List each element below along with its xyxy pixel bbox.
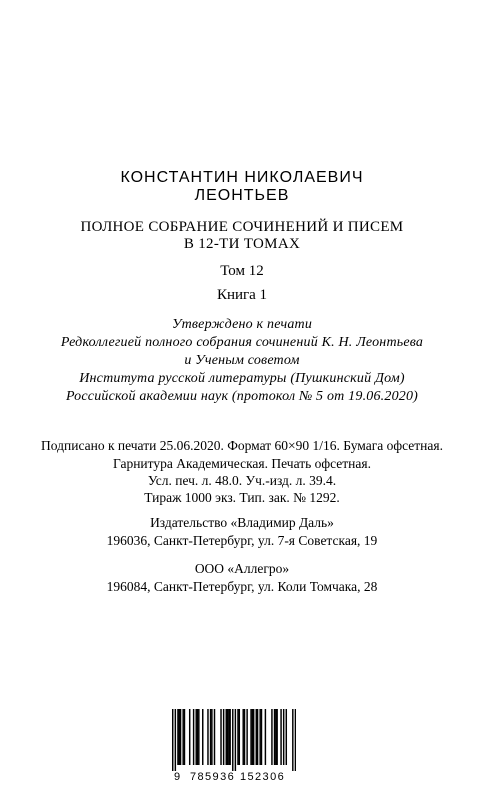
- barcode-bar: [220, 709, 221, 765]
- barcode-bar: [235, 709, 236, 771]
- barcode-bar: [195, 709, 196, 765]
- volume-number: Том 12: [220, 263, 264, 279]
- barcode-bar: [193, 709, 194, 765]
- publisher-name: Издательство «Владимир Даль»: [150, 515, 334, 530]
- barcode-bar: [295, 709, 296, 771]
- isbn-group-right: 152306: [240, 771, 286, 783]
- imprint-line: Усл. печ. л. 48.0. Уч.-изд. л. 39.4.: [147, 473, 337, 488]
- barcode-bar: [274, 709, 275, 765]
- barcode-bar: [239, 709, 240, 765]
- barcode-bar: [261, 709, 262, 765]
- edition-subtitle: В 12-ТИ ТОМАХ: [183, 236, 301, 252]
- barcode-bar: [202, 709, 203, 765]
- barcode-bar: [265, 709, 266, 765]
- approval-line: и Ученым советом: [184, 353, 300, 368]
- approval-line: Утверждено к печати: [171, 317, 313, 332]
- publisher-address: 196036, Санкт-Петербург, ул. 7-я Советская, 19: [106, 533, 378, 548]
- barcode-bar: [210, 709, 211, 765]
- barcode-bar: [232, 709, 233, 771]
- barcode-bar: [182, 709, 183, 765]
- barcode-bar: [228, 709, 229, 765]
- barcode-bar: [292, 709, 293, 771]
- barcode-bar: [283, 709, 284, 765]
- approval-line: Редколлегией полного собрания сочинений К. Н. Леонтьева: [60, 335, 424, 350]
- barcode-bar: [276, 709, 277, 765]
- barcode-bar: [214, 709, 215, 765]
- barcode-bar: [280, 709, 281, 765]
- author-first-name: КОНСТАНТИН НИКОЛАЕВИЧ: [120, 169, 364, 186]
- barcode-bar: [286, 709, 287, 765]
- barcode-bar: [226, 709, 227, 765]
- imprint-line: Гарнитура Академическая. Печать офсетная.: [112, 456, 371, 471]
- barcode-bar: [244, 709, 245, 765]
- barcode-bar: [207, 709, 208, 765]
- imprint-line: Подписано к печати 25.06.2020. Формат 60×90 1/16. Бумага офсетная.: [41, 438, 443, 453]
- barcode-bar: [242, 709, 243, 765]
- barcode-bar: [211, 709, 212, 765]
- barcode-bar: [237, 709, 238, 765]
- barcode-bar: [246, 709, 247, 765]
- barcode-bar: [198, 709, 199, 765]
- barcode-bar: [256, 709, 257, 765]
- imprint-line: Тираж 1000 экз. Тип. зак. № 1292.: [144, 490, 340, 505]
- barcode-bar: [172, 709, 173, 771]
- barcode-bar: [275, 709, 276, 765]
- isbn-lead-digit: 9: [174, 771, 181, 783]
- author-last-name: ЛЕОНТЬЕВ: [194, 187, 290, 204]
- barcode-bar: [179, 709, 180, 765]
- barcode-bar: [253, 709, 254, 765]
- barcode-bar: [223, 709, 224, 765]
- approval-line: Института русской литературы (Пушкинский Дом): [79, 371, 405, 386]
- barcode-bar: [189, 709, 190, 765]
- barcode-bar: [177, 709, 178, 765]
- printer-name: ООО «Аллегро»: [194, 561, 290, 576]
- edition-title: ПОЛНОЕ СОБРАНИЕ СОЧИНЕНИЙ И ПИСЕМ: [80, 219, 404, 235]
- book-number: Книга 1: [216, 287, 268, 303]
- barcode-bar: [259, 709, 260, 765]
- barcode-bar: [257, 709, 258, 765]
- barcode-bar: [252, 709, 253, 765]
- printer-address: 196084, Санкт-Петербург, ул. Коли Томчака, 28: [106, 579, 378, 594]
- barcode-bar: [184, 709, 185, 765]
- isbn-group-left: 785936: [190, 771, 236, 783]
- barcode-bar: [180, 709, 181, 765]
- approval-line: Российской академии наук (протокол № 5 от 19.06.2020): [65, 389, 419, 404]
- barcode-bar: [227, 709, 228, 765]
- barcode-bar: [175, 709, 176, 771]
- barcode-bar: [229, 709, 230, 765]
- barcode-bar: [271, 709, 272, 765]
- barcode-bar: [197, 709, 198, 765]
- barcode-bar: [250, 709, 251, 765]
